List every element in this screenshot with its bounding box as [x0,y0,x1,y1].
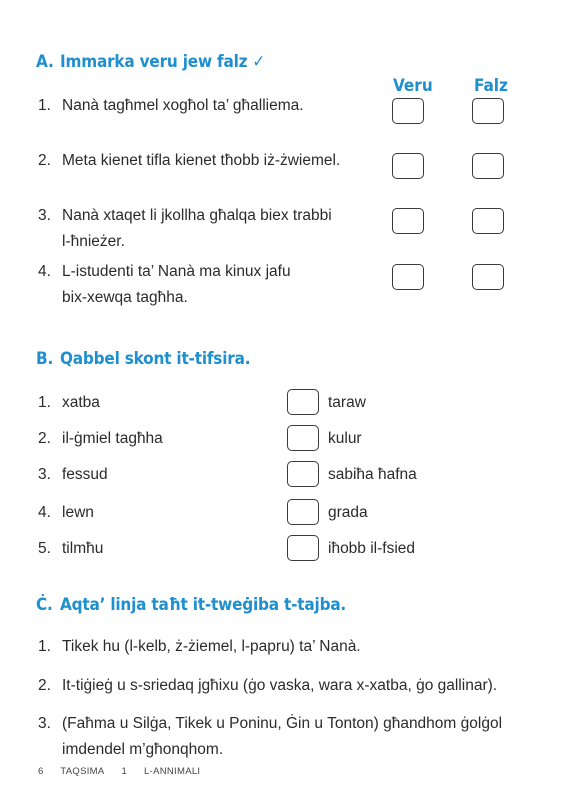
section-a-item-4 [38,259,291,311]
match-meaning-1: taraw [328,394,366,411]
item-word: il-ġmiel tagħha [62,430,163,447]
footer-section: TAQSIMA [60,766,105,777]
item-text-continued[interactable]: imdendel m’għonqhom. [62,741,224,758]
item-number: 3. [38,207,51,224]
item-word: tilmħu [62,540,104,557]
match-box-4[interactable] [287,499,319,525]
item-number: 2. [38,677,51,694]
false-checkbox-2[interactable] [472,153,504,179]
page-footer [38,766,214,777]
match-box-1[interactable] [287,389,319,415]
section-c-item-2 [38,673,497,699]
footer-section-number: 1 [121,766,128,777]
item-word: fessud [62,466,108,483]
section-a-title: Immarka veru jew falz ✓ [60,52,266,72]
section-b-item-3 [38,462,108,488]
match-meaning-2: kulur [328,430,362,447]
item-text[interactable]: It-tiġieġ u s-sriedaq jgħixu (ġo vaska, wara x-xatba, ġo gallinar). [62,677,498,694]
section-b-label: B. [36,349,54,369]
item-text-continued: l-ħnieżer. [62,233,125,250]
true-checkbox-4[interactable] [392,264,424,290]
item-word: lewn [62,504,94,521]
true-checkbox-2[interactable] [392,153,424,179]
item-text: Meta kienet tifla kienet tħobb iż-żwiemel. [62,152,341,169]
item-number: 2. [38,430,51,447]
section-a-item-2 [38,148,340,174]
item-text: Nanà xtaqet li jkollha għalqa biex trabbi [62,207,332,224]
match-box-3[interactable] [287,461,319,487]
item-text-continued: bix-xewqa tagħha. [62,289,188,306]
match-meaning-3: sabiħa ħafna [328,466,417,483]
section-b-item-4 [38,500,94,526]
item-number: 3. [38,715,51,732]
section-c-title: Aqta’ linja taħt it-tweġiba t-tajba. [60,595,347,615]
section-a-heading [36,52,265,72]
item-text[interactable]: Tikek hu (l-kelb, ż-żiemel, l-papru) ta’ Nanà. [62,638,361,655]
section-c-label: Ċ. [36,595,53,615]
item-text: L-istudenti ta’ Nanà ma kinux jafu [62,263,291,280]
match-meaning-5: iħobb il-fsied [328,540,416,557]
section-a-item-1 [38,93,304,119]
item-number: 4. [38,263,51,280]
item-text[interactable]: (Faħma u Silġa, Tikek u Poninu, Ġin u Tonton) għandhom ġolġol [62,715,503,732]
section-c-item-3 [38,711,502,763]
false-checkbox-4[interactable] [472,264,504,290]
section-c-item-1 [38,634,361,660]
item-number: 3. [38,466,51,483]
section-b-item-1 [38,390,100,416]
true-checkbox-1[interactable] [392,98,424,124]
section-a-label: A. [36,52,54,72]
column-header-true: Veru [393,76,433,96]
section-a-item-3 [38,203,332,255]
column-header-false: Falz [474,76,508,96]
section-b-item-2 [38,426,163,452]
item-number: 2. [38,152,51,169]
section-b-title: Qabbel skont it-tifsira. [60,349,251,369]
item-text: Nanà tagħmel xogħol ta’ għalliema. [62,97,304,114]
section-b-heading [36,349,250,369]
false-checkbox-1[interactable] [472,98,504,124]
false-checkbox-3[interactable] [472,208,504,234]
item-number: 1. [38,638,51,655]
match-box-5[interactable] [287,535,319,561]
item-number: 1. [38,394,51,411]
item-number: 1. [38,97,51,114]
page-number: 6 [38,766,44,777]
match-meaning-4: grada [328,504,368,521]
item-number: 5. [38,540,51,557]
section-c-heading [36,595,346,615]
item-number: 4. [38,504,51,521]
true-checkbox-3[interactable] [392,208,424,234]
match-box-2[interactable] [287,425,319,451]
section-b-item-5 [38,536,103,562]
footer-section-title: L-ANNIMALI [144,766,201,777]
item-word: xatba [62,394,100,411]
